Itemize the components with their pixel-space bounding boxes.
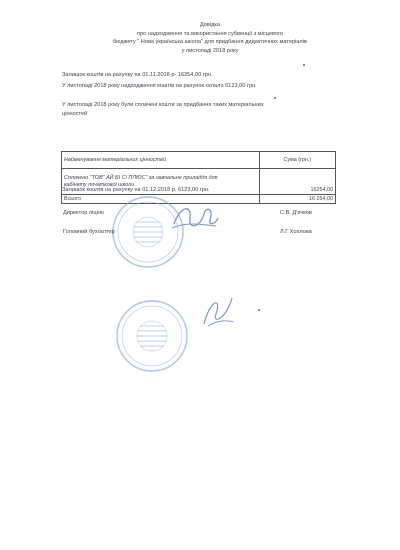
director-signature bbox=[170, 200, 220, 236]
header-line-1: про надходження та використання субвенції з місцевого bbox=[137, 30, 283, 37]
header-line-2: бюджету " Нова українська школа" для придбання дидактичних матеріалів bbox=[113, 39, 307, 46]
income-text: У листопаді 2018 року надходження коштів на рахунок склало 6123,00 грн. bbox=[62, 83, 257, 89]
item-description-line-1: Сплачено "ТОВ" АЙ БІ СІ ПЛЮС" за навчальне приладдя для bbox=[64, 174, 218, 181]
expenses-table bbox=[61, 151, 336, 204]
accountant-label: Головний бухгалтер bbox=[63, 229, 115, 235]
table-header-row bbox=[62, 152, 336, 169]
director-label: Директор ліцею bbox=[63, 210, 104, 216]
document-header bbox=[60, 21, 360, 55]
balance-start-text: Залишок коштів на рахунку на 01.11.2018 р- 16254,00 грн. bbox=[62, 72, 213, 78]
item-description-line-2: кабінету початкової школи bbox=[64, 181, 135, 188]
column-header-name: Найменування матеріальних цінностей bbox=[62, 152, 260, 169]
balance-end-text: Залишок коштів на рахунку на 01.12.2018 р. 6123,00 грн. bbox=[62, 187, 210, 193]
item-sum: 16254,00 bbox=[259, 169, 335, 195]
director-name: С.В. Д'ячков bbox=[280, 210, 312, 216]
header-line-3: у листопаді 2018 року bbox=[181, 47, 239, 54]
scan-speck bbox=[258, 309, 260, 311]
total-label: Всього bbox=[62, 195, 260, 204]
official-stamp-seal-lower bbox=[114, 298, 190, 374]
column-header-sum: Сума (грн.) bbox=[259, 152, 335, 169]
scan-speck bbox=[274, 97, 276, 99]
document-title: Довідка bbox=[199, 22, 221, 28]
paid-intro-line-1: У листопаді 2018 року були сплачені кошти за придбання таких матеріальних bbox=[62, 102, 264, 108]
total-sum: 16 254,00 bbox=[259, 195, 335, 204]
scan-speck bbox=[303, 64, 305, 66]
paid-intro-line-2: цінностей bbox=[62, 111, 88, 117]
accountant-signature bbox=[198, 290, 238, 330]
accountant-name: Л.Г Хохлова bbox=[280, 229, 312, 235]
